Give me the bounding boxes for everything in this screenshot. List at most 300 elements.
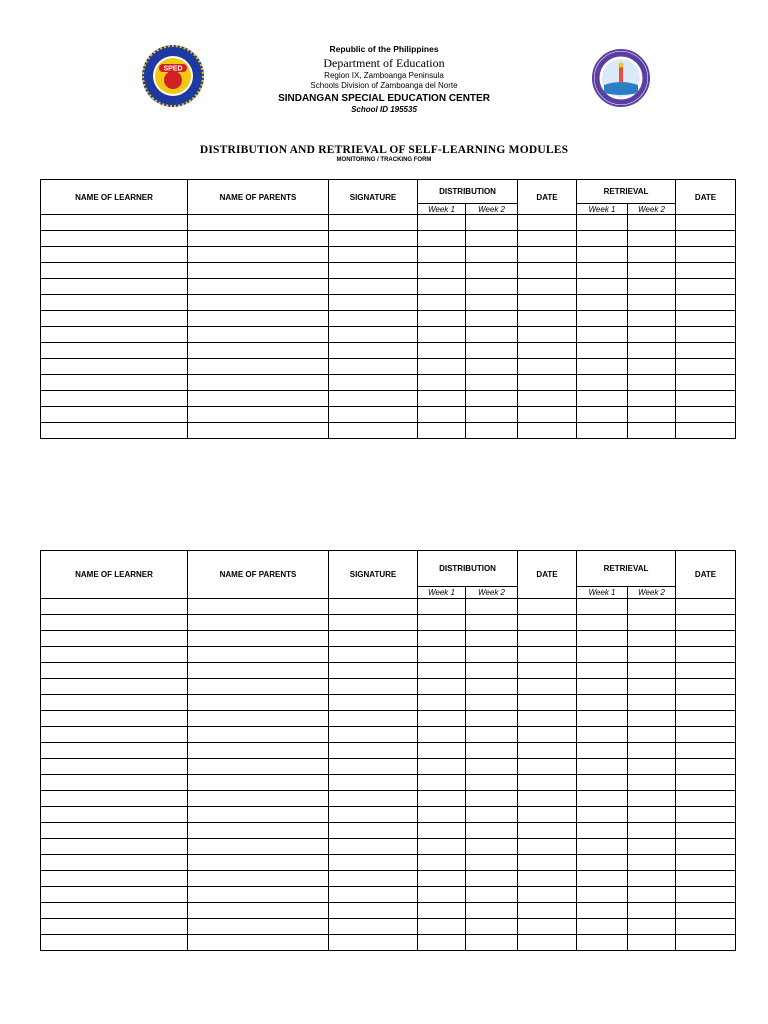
- blank-cell[interactable]: [188, 375, 329, 391]
- blank-cell[interactable]: [329, 711, 418, 727]
- blank-cell[interactable]: [41, 743, 188, 759]
- blank-cell[interactable]: [577, 743, 628, 759]
- blank-cell[interactable]: [577, 215, 628, 231]
- blank-cell[interactable]: [418, 759, 466, 775]
- blank-cell[interactable]: [628, 823, 676, 839]
- blank-cell[interactable]: [628, 727, 676, 743]
- blank-cell[interactable]: [41, 423, 188, 439]
- blank-cell[interactable]: [329, 295, 418, 311]
- blank-cell[interactable]: [676, 759, 736, 775]
- blank-cell[interactable]: [329, 647, 418, 663]
- blank-cell[interactable]: [676, 663, 736, 679]
- blank-cell[interactable]: [466, 743, 518, 759]
- blank-cell[interactable]: [628, 775, 676, 791]
- blank-cell[interactable]: [466, 679, 518, 695]
- blank-cell[interactable]: [676, 391, 736, 407]
- blank-cell[interactable]: [676, 263, 736, 279]
- blank-cell[interactable]: [628, 743, 676, 759]
- blank-cell[interactable]: [628, 839, 676, 855]
- blank-cell[interactable]: [41, 375, 188, 391]
- blank-cell[interactable]: [628, 791, 676, 807]
- blank-cell[interactable]: [676, 839, 736, 855]
- blank-cell[interactable]: [418, 919, 466, 935]
- blank-cell[interactable]: [466, 343, 518, 359]
- blank-cell[interactable]: [518, 327, 577, 343]
- blank-cell[interactable]: [577, 855, 628, 871]
- blank-cell[interactable]: [577, 759, 628, 775]
- blank-cell[interactable]: [466, 791, 518, 807]
- blank-cell[interactable]: [188, 791, 329, 807]
- blank-cell[interactable]: [188, 839, 329, 855]
- blank-cell[interactable]: [628, 679, 676, 695]
- blank-cell[interactable]: [466, 375, 518, 391]
- blank-cell[interactable]: [329, 871, 418, 887]
- blank-cell[interactable]: [628, 871, 676, 887]
- blank-cell[interactable]: [418, 855, 466, 871]
- blank-cell[interactable]: [628, 711, 676, 727]
- blank-cell[interactable]: [676, 407, 736, 423]
- blank-cell[interactable]: [577, 247, 628, 263]
- blank-cell[interactable]: [41, 231, 188, 247]
- blank-cell[interactable]: [418, 695, 466, 711]
- blank-cell[interactable]: [676, 871, 736, 887]
- blank-cell[interactable]: [466, 727, 518, 743]
- blank-cell[interactable]: [577, 327, 628, 343]
- blank-cell[interactable]: [577, 423, 628, 439]
- blank-cell[interactable]: [676, 343, 736, 359]
- blank-cell[interactable]: [628, 807, 676, 823]
- blank-cell[interactable]: [676, 855, 736, 871]
- blank-cell[interactable]: [628, 919, 676, 935]
- blank-cell[interactable]: [41, 711, 188, 727]
- blank-cell[interactable]: [329, 407, 418, 423]
- blank-cell[interactable]: [41, 695, 188, 711]
- blank-cell[interactable]: [577, 359, 628, 375]
- blank-cell[interactable]: [518, 263, 577, 279]
- blank-cell[interactable]: [518, 599, 577, 615]
- blank-cell[interactable]: [676, 327, 736, 343]
- blank-cell[interactable]: [418, 599, 466, 615]
- blank-cell[interactable]: [577, 343, 628, 359]
- blank-cell[interactable]: [188, 215, 329, 231]
- blank-cell[interactable]: [329, 839, 418, 855]
- blank-cell[interactable]: [466, 359, 518, 375]
- blank-cell[interactable]: [518, 775, 577, 791]
- blank-cell[interactable]: [518, 343, 577, 359]
- blank-cell[interactable]: [41, 903, 188, 919]
- blank-cell[interactable]: [577, 791, 628, 807]
- blank-cell[interactable]: [676, 631, 736, 647]
- blank-cell[interactable]: [577, 631, 628, 647]
- blank-cell[interactable]: [188, 599, 329, 615]
- blank-cell[interactable]: [329, 343, 418, 359]
- blank-cell[interactable]: [577, 839, 628, 855]
- blank-cell[interactable]: [518, 791, 577, 807]
- blank-cell[interactable]: [466, 903, 518, 919]
- blank-cell[interactable]: [329, 775, 418, 791]
- blank-cell[interactable]: [418, 743, 466, 759]
- blank-cell[interactable]: [518, 695, 577, 711]
- blank-cell[interactable]: [466, 615, 518, 631]
- blank-cell[interactable]: [466, 599, 518, 615]
- blank-cell[interactable]: [577, 295, 628, 311]
- blank-cell[interactable]: [188, 711, 329, 727]
- blank-cell[interactable]: [628, 647, 676, 663]
- blank-cell[interactable]: [188, 295, 329, 311]
- blank-cell[interactable]: [418, 359, 466, 375]
- blank-cell[interactable]: [466, 823, 518, 839]
- blank-cell[interactable]: [577, 871, 628, 887]
- blank-cell[interactable]: [188, 903, 329, 919]
- blank-cell[interactable]: [628, 855, 676, 871]
- blank-cell[interactable]: [466, 839, 518, 855]
- blank-cell[interactable]: [418, 839, 466, 855]
- blank-cell[interactable]: [188, 615, 329, 631]
- blank-cell[interactable]: [628, 935, 676, 951]
- blank-cell[interactable]: [518, 839, 577, 855]
- blank-cell[interactable]: [41, 791, 188, 807]
- blank-cell[interactable]: [329, 903, 418, 919]
- blank-cell[interactable]: [628, 279, 676, 295]
- blank-cell[interactable]: [466, 935, 518, 951]
- blank-cell[interactable]: [676, 647, 736, 663]
- blank-cell[interactable]: [676, 887, 736, 903]
- blank-cell[interactable]: [466, 711, 518, 727]
- blank-cell[interactable]: [577, 695, 628, 711]
- blank-cell[interactable]: [188, 279, 329, 295]
- blank-cell[interactable]: [518, 855, 577, 871]
- blank-cell[interactable]: [329, 663, 418, 679]
- blank-cell[interactable]: [628, 599, 676, 615]
- blank-cell[interactable]: [418, 295, 466, 311]
- blank-cell[interactable]: [466, 647, 518, 663]
- blank-cell[interactable]: [518, 919, 577, 935]
- blank-cell[interactable]: [577, 679, 628, 695]
- blank-cell[interactable]: [518, 631, 577, 647]
- blank-cell[interactable]: [676, 247, 736, 263]
- blank-cell[interactable]: [466, 279, 518, 295]
- blank-cell[interactable]: [188, 871, 329, 887]
- blank-cell[interactable]: [466, 391, 518, 407]
- blank-cell[interactable]: [577, 935, 628, 951]
- blank-cell[interactable]: [577, 311, 628, 327]
- blank-cell[interactable]: [466, 871, 518, 887]
- blank-cell[interactable]: [41, 215, 188, 231]
- blank-cell[interactable]: [676, 743, 736, 759]
- blank-cell[interactable]: [466, 215, 518, 231]
- blank-cell[interactable]: [329, 599, 418, 615]
- blank-cell[interactable]: [41, 855, 188, 871]
- blank-cell[interactable]: [518, 375, 577, 391]
- blank-cell[interactable]: [329, 791, 418, 807]
- blank-cell[interactable]: [518, 727, 577, 743]
- blank-cell[interactable]: [41, 631, 188, 647]
- blank-cell[interactable]: [188, 231, 329, 247]
- blank-cell[interactable]: [466, 231, 518, 247]
- blank-cell[interactable]: [41, 871, 188, 887]
- blank-cell[interactable]: [518, 311, 577, 327]
- blank-cell[interactable]: [466, 775, 518, 791]
- blank-cell[interactable]: [41, 807, 188, 823]
- blank-cell[interactable]: [518, 423, 577, 439]
- blank-cell[interactable]: [418, 407, 466, 423]
- blank-cell[interactable]: [329, 743, 418, 759]
- blank-cell[interactable]: [188, 727, 329, 743]
- blank-cell[interactable]: [628, 343, 676, 359]
- blank-cell[interactable]: [628, 215, 676, 231]
- blank-cell[interactable]: [518, 743, 577, 759]
- blank-cell[interactable]: [628, 295, 676, 311]
- blank-cell[interactable]: [41, 647, 188, 663]
- blank-cell[interactable]: [418, 903, 466, 919]
- blank-cell[interactable]: [418, 263, 466, 279]
- blank-cell[interactable]: [188, 823, 329, 839]
- blank-cell[interactable]: [418, 247, 466, 263]
- blank-cell[interactable]: [329, 727, 418, 743]
- blank-cell[interactable]: [628, 407, 676, 423]
- blank-cell[interactable]: [518, 295, 577, 311]
- blank-cell[interactable]: [518, 247, 577, 263]
- blank-cell[interactable]: [466, 759, 518, 775]
- blank-cell[interactable]: [329, 919, 418, 935]
- blank-cell[interactable]: [41, 887, 188, 903]
- blank-cell[interactable]: [676, 279, 736, 295]
- blank-cell[interactable]: [577, 599, 628, 615]
- blank-cell[interactable]: [41, 775, 188, 791]
- blank-cell[interactable]: [676, 295, 736, 311]
- blank-cell[interactable]: [418, 887, 466, 903]
- blank-cell[interactable]: [329, 759, 418, 775]
- blank-cell[interactable]: [329, 215, 418, 231]
- blank-cell[interactable]: [41, 679, 188, 695]
- blank-cell[interactable]: [577, 279, 628, 295]
- blank-cell[interactable]: [676, 615, 736, 631]
- blank-cell[interactable]: [329, 391, 418, 407]
- blank-cell[interactable]: [577, 391, 628, 407]
- blank-cell[interactable]: [577, 231, 628, 247]
- blank-cell[interactable]: [418, 279, 466, 295]
- blank-cell[interactable]: [188, 679, 329, 695]
- blank-cell[interactable]: [329, 679, 418, 695]
- blank-cell[interactable]: [628, 231, 676, 247]
- blank-cell[interactable]: [41, 935, 188, 951]
- blank-cell[interactable]: [577, 647, 628, 663]
- blank-cell[interactable]: [518, 279, 577, 295]
- blank-cell[interactable]: [41, 343, 188, 359]
- blank-cell[interactable]: [329, 631, 418, 647]
- blank-cell[interactable]: [418, 647, 466, 663]
- blank-cell[interactable]: [188, 631, 329, 647]
- blank-cell[interactable]: [188, 423, 329, 439]
- blank-cell[interactable]: [676, 231, 736, 247]
- blank-cell[interactable]: [466, 247, 518, 263]
- blank-cell[interactable]: [518, 407, 577, 423]
- blank-cell[interactable]: [329, 887, 418, 903]
- blank-cell[interactable]: [676, 359, 736, 375]
- blank-cell[interactable]: [418, 231, 466, 247]
- blank-cell[interactable]: [628, 375, 676, 391]
- blank-cell[interactable]: [188, 743, 329, 759]
- blank-cell[interactable]: [628, 327, 676, 343]
- blank-cell[interactable]: [188, 407, 329, 423]
- blank-cell[interactable]: [329, 615, 418, 631]
- blank-cell[interactable]: [466, 807, 518, 823]
- blank-cell[interactable]: [518, 759, 577, 775]
- blank-cell[interactable]: [518, 807, 577, 823]
- blank-cell[interactable]: [418, 871, 466, 887]
- blank-cell[interactable]: [628, 615, 676, 631]
- blank-cell[interactable]: [518, 871, 577, 887]
- blank-cell[interactable]: [628, 263, 676, 279]
- blank-cell[interactable]: [329, 359, 418, 375]
- blank-cell[interactable]: [518, 711, 577, 727]
- blank-cell[interactable]: [41, 359, 188, 375]
- blank-cell[interactable]: [628, 311, 676, 327]
- blank-cell[interactable]: [418, 663, 466, 679]
- blank-cell[interactable]: [41, 327, 188, 343]
- blank-cell[interactable]: [418, 679, 466, 695]
- blank-cell[interactable]: [628, 887, 676, 903]
- blank-cell[interactable]: [329, 807, 418, 823]
- blank-cell[interactable]: [628, 247, 676, 263]
- blank-cell[interactable]: [466, 295, 518, 311]
- blank-cell[interactable]: [41, 391, 188, 407]
- blank-cell[interactable]: [628, 663, 676, 679]
- blank-cell[interactable]: [418, 791, 466, 807]
- blank-cell[interactable]: [577, 919, 628, 935]
- blank-cell[interactable]: [466, 855, 518, 871]
- blank-cell[interactable]: [418, 375, 466, 391]
- blank-cell[interactable]: [329, 695, 418, 711]
- blank-cell[interactable]: [41, 823, 188, 839]
- blank-cell[interactable]: [518, 663, 577, 679]
- blank-cell[interactable]: [41, 279, 188, 295]
- blank-cell[interactable]: [628, 759, 676, 775]
- blank-cell[interactable]: [628, 359, 676, 375]
- blank-cell[interactable]: [41, 663, 188, 679]
- blank-cell[interactable]: [188, 887, 329, 903]
- blank-cell[interactable]: [676, 215, 736, 231]
- blank-cell[interactable]: [41, 311, 188, 327]
- blank-cell[interactable]: [329, 263, 418, 279]
- blank-cell[interactable]: [577, 663, 628, 679]
- blank-cell[interactable]: [329, 279, 418, 295]
- blank-cell[interactable]: [41, 727, 188, 743]
- blank-cell[interactable]: [518, 359, 577, 375]
- blank-cell[interactable]: [418, 215, 466, 231]
- blank-cell[interactable]: [329, 231, 418, 247]
- blank-cell[interactable]: [466, 407, 518, 423]
- blank-cell[interactable]: [676, 711, 736, 727]
- blank-cell[interactable]: [188, 359, 329, 375]
- blank-cell[interactable]: [466, 887, 518, 903]
- blank-cell[interactable]: [577, 263, 628, 279]
- blank-cell[interactable]: [41, 599, 188, 615]
- blank-cell[interactable]: [676, 423, 736, 439]
- blank-cell[interactable]: [41, 919, 188, 935]
- blank-cell[interactable]: [676, 679, 736, 695]
- blank-cell[interactable]: [418, 311, 466, 327]
- blank-cell[interactable]: [188, 807, 329, 823]
- blank-cell[interactable]: [418, 631, 466, 647]
- blank-cell[interactable]: [676, 727, 736, 743]
- blank-cell[interactable]: [188, 327, 329, 343]
- blank-cell[interactable]: [41, 839, 188, 855]
- blank-cell[interactable]: [577, 407, 628, 423]
- blank-cell[interactable]: [676, 695, 736, 711]
- blank-cell[interactable]: [41, 759, 188, 775]
- blank-cell[interactable]: [466, 263, 518, 279]
- blank-cell[interactable]: [577, 711, 628, 727]
- blank-cell[interactable]: [466, 695, 518, 711]
- blank-cell[interactable]: [676, 807, 736, 823]
- blank-cell[interactable]: [577, 887, 628, 903]
- blank-cell[interactable]: [329, 855, 418, 871]
- blank-cell[interactable]: [518, 887, 577, 903]
- blank-cell[interactable]: [518, 391, 577, 407]
- blank-cell[interactable]: [329, 327, 418, 343]
- blank-cell[interactable]: [418, 327, 466, 343]
- blank-cell[interactable]: [518, 615, 577, 631]
- blank-cell[interactable]: [41, 295, 188, 311]
- blank-cell[interactable]: [188, 343, 329, 359]
- blank-cell[interactable]: [676, 903, 736, 919]
- blank-cell[interactable]: [188, 391, 329, 407]
- blank-cell[interactable]: [418, 727, 466, 743]
- blank-cell[interactable]: [418, 615, 466, 631]
- blank-cell[interactable]: [418, 711, 466, 727]
- blank-cell[interactable]: [41, 247, 188, 263]
- blank-cell[interactable]: [577, 727, 628, 743]
- blank-cell[interactable]: [329, 935, 418, 951]
- blank-cell[interactable]: [466, 631, 518, 647]
- blank-cell[interactable]: [628, 423, 676, 439]
- blank-cell[interactable]: [188, 759, 329, 775]
- blank-cell[interactable]: [628, 391, 676, 407]
- blank-cell[interactable]: [518, 823, 577, 839]
- blank-cell[interactable]: [518, 935, 577, 951]
- blank-cell[interactable]: [577, 903, 628, 919]
- blank-cell[interactable]: [329, 423, 418, 439]
- blank-cell[interactable]: [188, 919, 329, 935]
- blank-cell[interactable]: [329, 311, 418, 327]
- blank-cell[interactable]: [466, 423, 518, 439]
- blank-cell[interactable]: [577, 823, 628, 839]
- blank-cell[interactable]: [676, 823, 736, 839]
- blank-cell[interactable]: [676, 599, 736, 615]
- blank-cell[interactable]: [628, 695, 676, 711]
- blank-cell[interactable]: [676, 375, 736, 391]
- blank-cell[interactable]: [418, 775, 466, 791]
- blank-cell[interactable]: [41, 407, 188, 423]
- blank-cell[interactable]: [41, 615, 188, 631]
- blank-cell[interactable]: [577, 615, 628, 631]
- blank-cell[interactable]: [628, 903, 676, 919]
- blank-cell[interactable]: [418, 823, 466, 839]
- blank-cell[interactable]: [518, 679, 577, 695]
- blank-cell[interactable]: [188, 663, 329, 679]
- blank-cell[interactable]: [329, 823, 418, 839]
- blank-cell[interactable]: [518, 231, 577, 247]
- blank-cell[interactable]: [628, 631, 676, 647]
- blank-cell[interactable]: [676, 935, 736, 951]
- blank-cell[interactable]: [329, 375, 418, 391]
- blank-cell[interactable]: [577, 807, 628, 823]
- blank-cell[interactable]: [676, 311, 736, 327]
- blank-cell[interactable]: [188, 247, 329, 263]
- blank-cell[interactable]: [466, 663, 518, 679]
- blank-cell[interactable]: [188, 695, 329, 711]
